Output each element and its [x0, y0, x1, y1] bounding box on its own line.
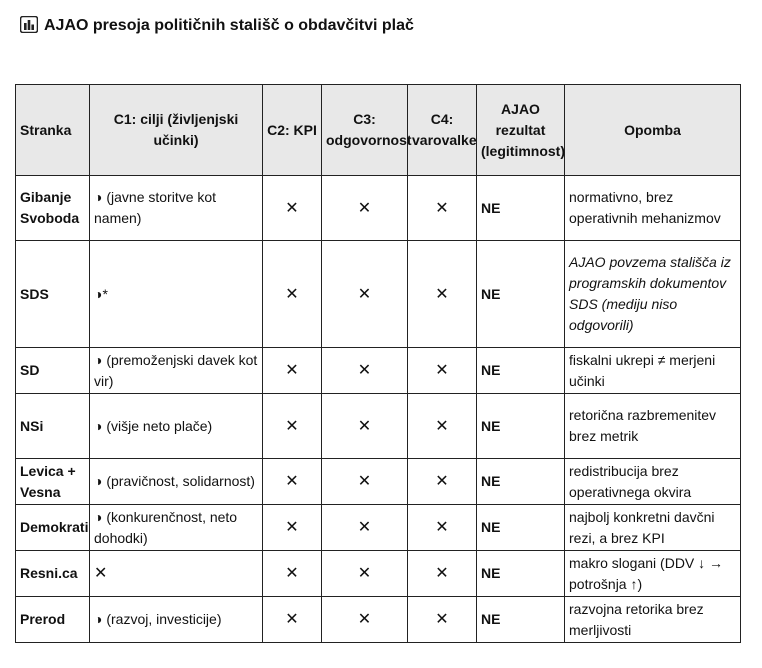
table-row	[16, 394, 741, 459]
c3-cell: ✕	[322, 597, 408, 643]
note-cell: AJAO povzema stališča iz programskih dokumentov SDS (mediju niso odgovorili)	[565, 241, 741, 348]
result-cell: NE	[477, 394, 565, 459]
c3-cell: ✕	[322, 551, 408, 597]
c2-cell: ✕	[263, 176, 322, 241]
table-row	[16, 597, 741, 643]
page-title	[20, 14, 420, 38]
party-cell: NSi	[16, 394, 90, 459]
table-row	[16, 241, 741, 348]
c1-cell: ✕	[90, 551, 263, 597]
c4-cell: ✕	[408, 459, 477, 505]
party-cell: SD	[16, 348, 90, 394]
c4-cell: ✕	[408, 597, 477, 643]
c1-cell: ◑*	[90, 241, 263, 348]
header-c1: C1: cilji (življenjski učinki)	[90, 85, 263, 176]
note-cell: najbolj konkretni davčni rezi, a brez KPI	[565, 505, 741, 551]
result-cell: NE	[477, 505, 565, 551]
party-cell: Resni.ca	[16, 551, 90, 597]
c2-cell: ✕	[263, 348, 322, 394]
header-c4: C4: varovalke	[408, 85, 477, 176]
c2-cell: ✕	[263, 241, 322, 348]
c1-cell: ◑ (razvoj, investicije)	[90, 597, 263, 643]
c4-cell: ✕	[408, 394, 477, 459]
c1-cell: ◑ (pravičnost, solidarnost)	[90, 459, 263, 505]
table-row	[16, 551, 741, 597]
c4-cell: ✕	[408, 505, 477, 551]
c3-cell: ✕	[322, 241, 408, 348]
note-cell: makro slogani (DDV ↓ → potrošnja ↑)	[565, 551, 741, 597]
note-cell: retorična razbremenitev brez metrik	[565, 394, 741, 459]
c3-cell: ✕	[322, 348, 408, 394]
header-note: Opomba	[565, 85, 741, 176]
c2-cell: ✕	[263, 597, 322, 643]
c3-cell: ✕	[322, 505, 408, 551]
c2-cell: ✕	[263, 505, 322, 551]
c3-cell: ✕	[322, 394, 408, 459]
party-cell: Demokrati	[16, 505, 90, 551]
c2-cell: ✕	[263, 394, 322, 459]
party-cell: Prerod	[16, 597, 90, 643]
c2-cell: ✕	[263, 459, 322, 505]
result-cell: NE	[477, 176, 565, 241]
party-cell: Gibanje Svoboda	[16, 176, 90, 241]
c4-cell: ✕	[408, 551, 477, 597]
result-cell: NE	[477, 459, 565, 505]
c1-cell: ◑ (premoženjski davek kot vir)	[90, 348, 263, 394]
c1-cell: ◑ (javne storitve kot namen)	[90, 176, 263, 241]
note-cell: fiskalni ukrepi ≠ merjeni učinki	[565, 348, 741, 394]
c3-cell: ✕	[322, 176, 408, 241]
note-cell: normativno, brez operativnih mehanizmov	[565, 176, 741, 241]
result-cell: NE	[477, 551, 565, 597]
result-cell: NE	[477, 241, 565, 348]
result-cell: NE	[477, 597, 565, 643]
c4-cell: ✕	[408, 348, 477, 394]
table-row	[16, 348, 741, 394]
c1-cell: ◑ (konkurenčnost, neto dohodki)	[90, 505, 263, 551]
c4-cell: ✕	[408, 241, 477, 348]
party-cell: Levica + Vesna	[16, 459, 90, 505]
header-c3: C3: odgovornost	[322, 85, 408, 176]
result-cell: NE	[477, 348, 565, 394]
note-cell: razvojna retorika brez merljivosti	[565, 597, 741, 643]
note-cell: redistribucija brez operativnega okvira	[565, 459, 741, 505]
header-row	[16, 85, 741, 176]
c1-cell: ◑ (višje neto plače)	[90, 394, 263, 459]
c2-cell: ✕	[263, 551, 322, 597]
table-row	[16, 505, 741, 551]
header-party: Stranka	[16, 85, 90, 176]
c4-cell: ✕	[408, 176, 477, 241]
header-result: AJAO rezultat (legitimnost)	[477, 85, 565, 176]
party-cell: SDS	[16, 241, 90, 348]
c3-cell: ✕	[322, 459, 408, 505]
table-row	[16, 176, 741, 241]
table-row	[16, 459, 741, 505]
bar-chart-icon	[20, 16, 38, 33]
title-text: AJAO presoja političnih stališč o obdavčitvi plač	[44, 17, 414, 34]
assessment-table	[15, 84, 741, 643]
header-c2: C2: KPI	[263, 85, 322, 176]
